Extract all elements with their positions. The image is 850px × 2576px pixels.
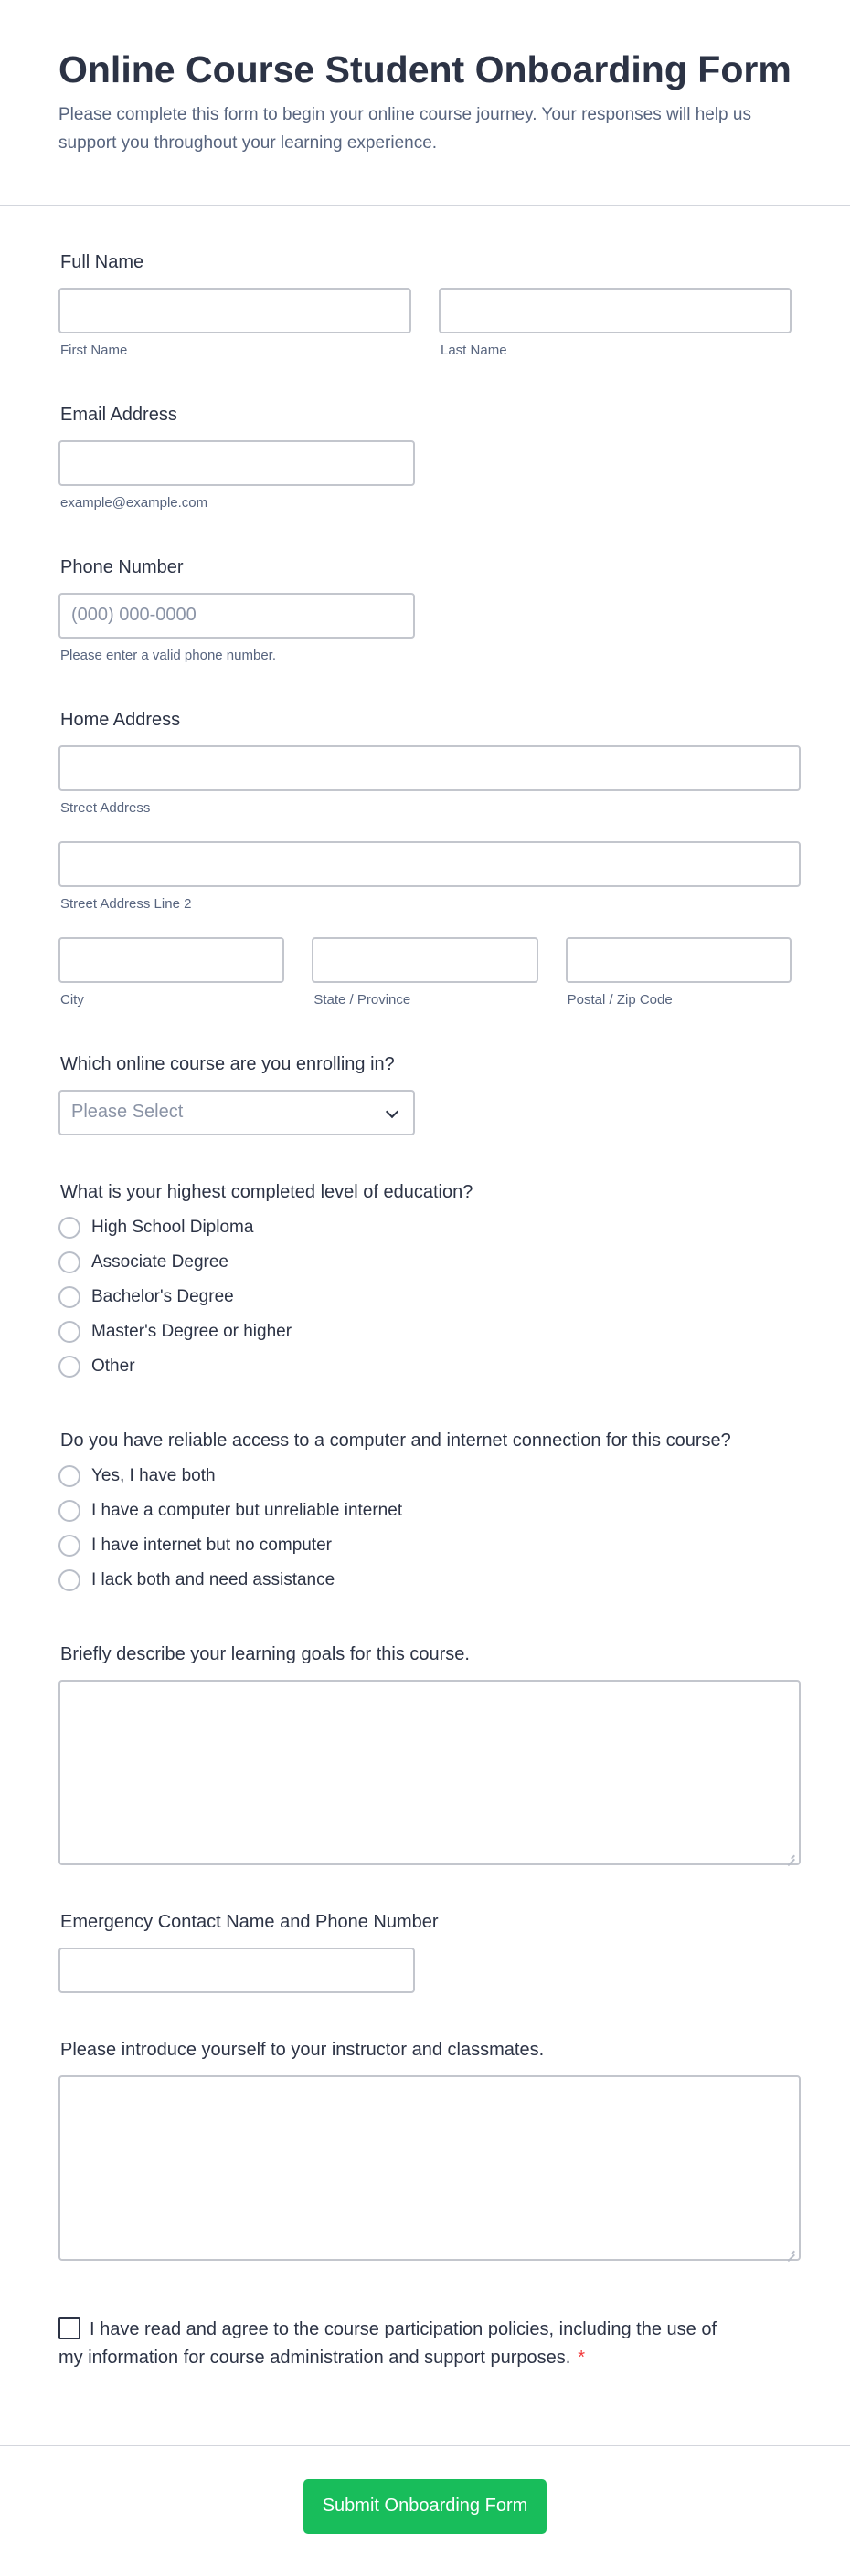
radio-button[interactable] bbox=[58, 1465, 80, 1487]
education-options bbox=[58, 1210, 792, 1384]
access-options bbox=[58, 1459, 792, 1598]
consent-checkbox[interactable] bbox=[58, 2317, 80, 2339]
phone-label: Phone Number bbox=[60, 556, 184, 577]
email-sublabel: example@example.com bbox=[60, 494, 208, 511]
first-name-input[interactable] bbox=[58, 288, 411, 333]
education-option[interactable] bbox=[58, 1280, 792, 1314]
education-option[interactable] bbox=[58, 1349, 792, 1384]
radio-label: I have a computer but unreliable internet bbox=[91, 1500, 403, 1520]
access-field bbox=[58, 1430, 792, 1598]
emergency-label: Emergency Contact Name and Phone Number bbox=[60, 1911, 439, 1932]
course-field bbox=[58, 1053, 792, 1135]
last-name-input[interactable] bbox=[439, 288, 792, 333]
form-footer bbox=[0, 2445, 850, 2576]
radio-label: Associate Degree bbox=[91, 1251, 228, 1272]
radio-button[interactable] bbox=[58, 1535, 80, 1557]
course-label: Which online course are you enrolling in? bbox=[60, 1053, 395, 1074]
access-option[interactable] bbox=[58, 1563, 792, 1598]
goals-field bbox=[58, 1643, 792, 1865]
email-label: Email Address bbox=[60, 404, 177, 425]
resize-handle-icon[interactable] bbox=[786, 2246, 795, 2255]
address-field bbox=[58, 709, 792, 1008]
goals-textarea[interactable] bbox=[58, 1680, 801, 1865]
state-sublabel: State / Province bbox=[313, 991, 411, 1008]
chevron-down-icon bbox=[386, 1106, 398, 1119]
street-address-line2-sublabel: Street Address Line 2 bbox=[60, 895, 192, 912]
emergency-contact-input[interactable] bbox=[58, 1948, 415, 1993]
zip-input[interactable] bbox=[566, 937, 792, 983]
radio-button[interactable] bbox=[58, 1251, 80, 1273]
address-label: Home Address bbox=[60, 709, 181, 730]
email-field bbox=[58, 404, 792, 511]
access-option[interactable] bbox=[58, 1528, 792, 1563]
phone-sublabel: Please enter a valid phone number. bbox=[60, 647, 276, 663]
emergency-field bbox=[58, 1911, 792, 1993]
course-select[interactable] bbox=[58, 1090, 415, 1135]
intro-textarea[interactable] bbox=[58, 2075, 801, 2261]
phone-field bbox=[58, 556, 792, 663]
radio-label: I lack both and need assistance bbox=[91, 1569, 335, 1589]
education-label: What is your highest completed level of education? bbox=[60, 1181, 473, 1202]
access-option[interactable] bbox=[58, 1459, 792, 1494]
education-option[interactable] bbox=[58, 1314, 792, 1349]
radio-label: I have internet but no computer bbox=[91, 1535, 332, 1555]
intro-label: Please introduce yourself to your instructor and classmates. bbox=[60, 2039, 545, 2060]
street-address-input[interactable] bbox=[58, 745, 801, 791]
radio-button[interactable] bbox=[58, 1286, 80, 1308]
access-label: Do you have reliable access to a computer and internet connection for this course? bbox=[60, 1430, 731, 1451]
city-input[interactable] bbox=[58, 937, 284, 983]
required-mark: * bbox=[578, 2347, 586, 2368]
street-address-sublabel: Street Address bbox=[60, 799, 151, 816]
radio-button[interactable] bbox=[58, 1217, 80, 1239]
radio-button[interactable] bbox=[58, 1356, 80, 1378]
consent-field bbox=[58, 2316, 735, 2372]
email-input[interactable] bbox=[58, 440, 415, 486]
radio-button[interactable] bbox=[58, 1500, 80, 1522]
goals-label: Briefly describe your learning goals for this course. bbox=[60, 1643, 470, 1664]
radio-button[interactable] bbox=[58, 1569, 80, 1591]
education-option[interactable] bbox=[58, 1210, 792, 1245]
radio-label: Bachelor's Degree bbox=[91, 1286, 234, 1306]
radio-button[interactable] bbox=[58, 1321, 80, 1343]
last-name-sublabel: Last Name bbox=[441, 342, 507, 358]
education-option[interactable] bbox=[58, 1245, 792, 1280]
submit-button[interactable]: Submit Onboarding Form bbox=[303, 2479, 547, 2534]
course-select-value: Please Select bbox=[71, 1102, 184, 1123]
consent-text: I have read and agree to the course participation policies, including the use of my information for course administration and support purposes. bbox=[58, 2318, 717, 2368]
radio-label: Master's Degree or higher bbox=[91, 1321, 292, 1341]
radio-label: High School Diploma bbox=[91, 1217, 254, 1237]
form-header bbox=[0, 0, 850, 206]
first-name-sublabel: First Name bbox=[60, 342, 128, 358]
radio-label: Other bbox=[91, 1356, 135, 1376]
street-address-line2-input[interactable] bbox=[58, 841, 801, 887]
intro-field bbox=[58, 2039, 792, 2261]
full-name-label: Full Name bbox=[60, 251, 144, 272]
city-sublabel: City bbox=[60, 991, 84, 1008]
education-field bbox=[58, 1181, 792, 1384]
resize-handle-icon[interactable] bbox=[786, 1851, 795, 1860]
phone-input[interactable]: (000) 000-0000 bbox=[58, 593, 415, 639]
full-name-field bbox=[58, 251, 792, 358]
radio-label: Yes, I have both bbox=[91, 1465, 216, 1485]
page-title: Online Course Student Onboarding Form bbox=[58, 48, 792, 90]
access-option[interactable] bbox=[58, 1494, 792, 1528]
state-input[interactable] bbox=[312, 937, 537, 983]
zip-sublabel: Postal / Zip Code bbox=[567, 991, 673, 1008]
onboarding-form bbox=[0, 251, 850, 2372]
page-subtitle: Please complete this form to begin your online course journey. Your responses will help us support you throughout your learning experience. bbox=[58, 105, 751, 153]
